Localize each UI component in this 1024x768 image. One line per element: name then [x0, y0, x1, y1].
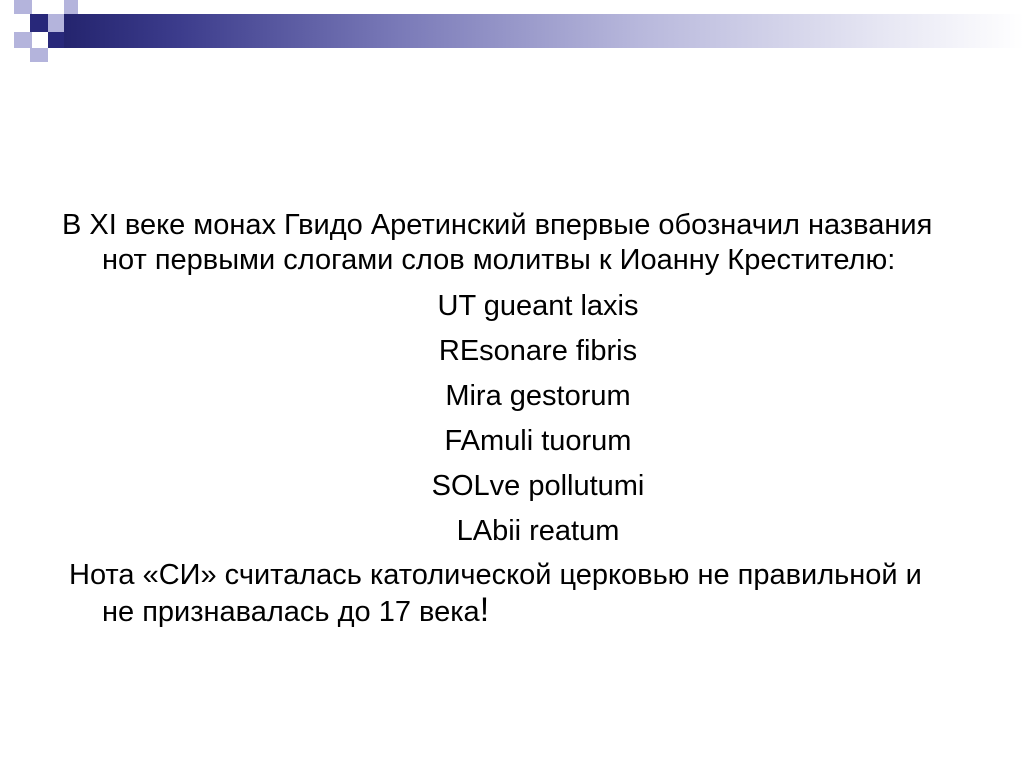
decor-square [48, 14, 64, 32]
outro-exclamation: ! [479, 591, 490, 629]
intro-paragraph: В XI веке монах Гвидо Аретинский впервые обозначил названия нот первыми слогами слов молитвы к Иоанну Крестителю: [62, 209, 933, 276]
decor-square [30, 14, 48, 32]
slide-body [62, 208, 962, 630]
hymn-line: LAbii reatum [456, 515, 620, 547]
hymn-line: UT gueant laxis [437, 290, 639, 322]
hymn-line: REsonare fibris [438, 335, 638, 367]
outro-text: Нота «СИ» считалась католической церковью не правильной и не признавалась до 17 века [69, 559, 922, 628]
decor-square [14, 0, 32, 14]
decor-square [30, 48, 48, 62]
header-gradient-bar [64, 14, 1024, 48]
outro-paragraph [62, 558, 962, 630]
hymn-verse [62, 284, 962, 554]
hymn-line: FAmuli tuorum [444, 425, 632, 457]
decor-square [64, 0, 78, 14]
hymn-line: Mira gestorum [445, 380, 631, 412]
hymn-line: SOLve pollutumi [431, 470, 645, 502]
decor-square [14, 32, 32, 48]
decor-square [48, 32, 64, 48]
